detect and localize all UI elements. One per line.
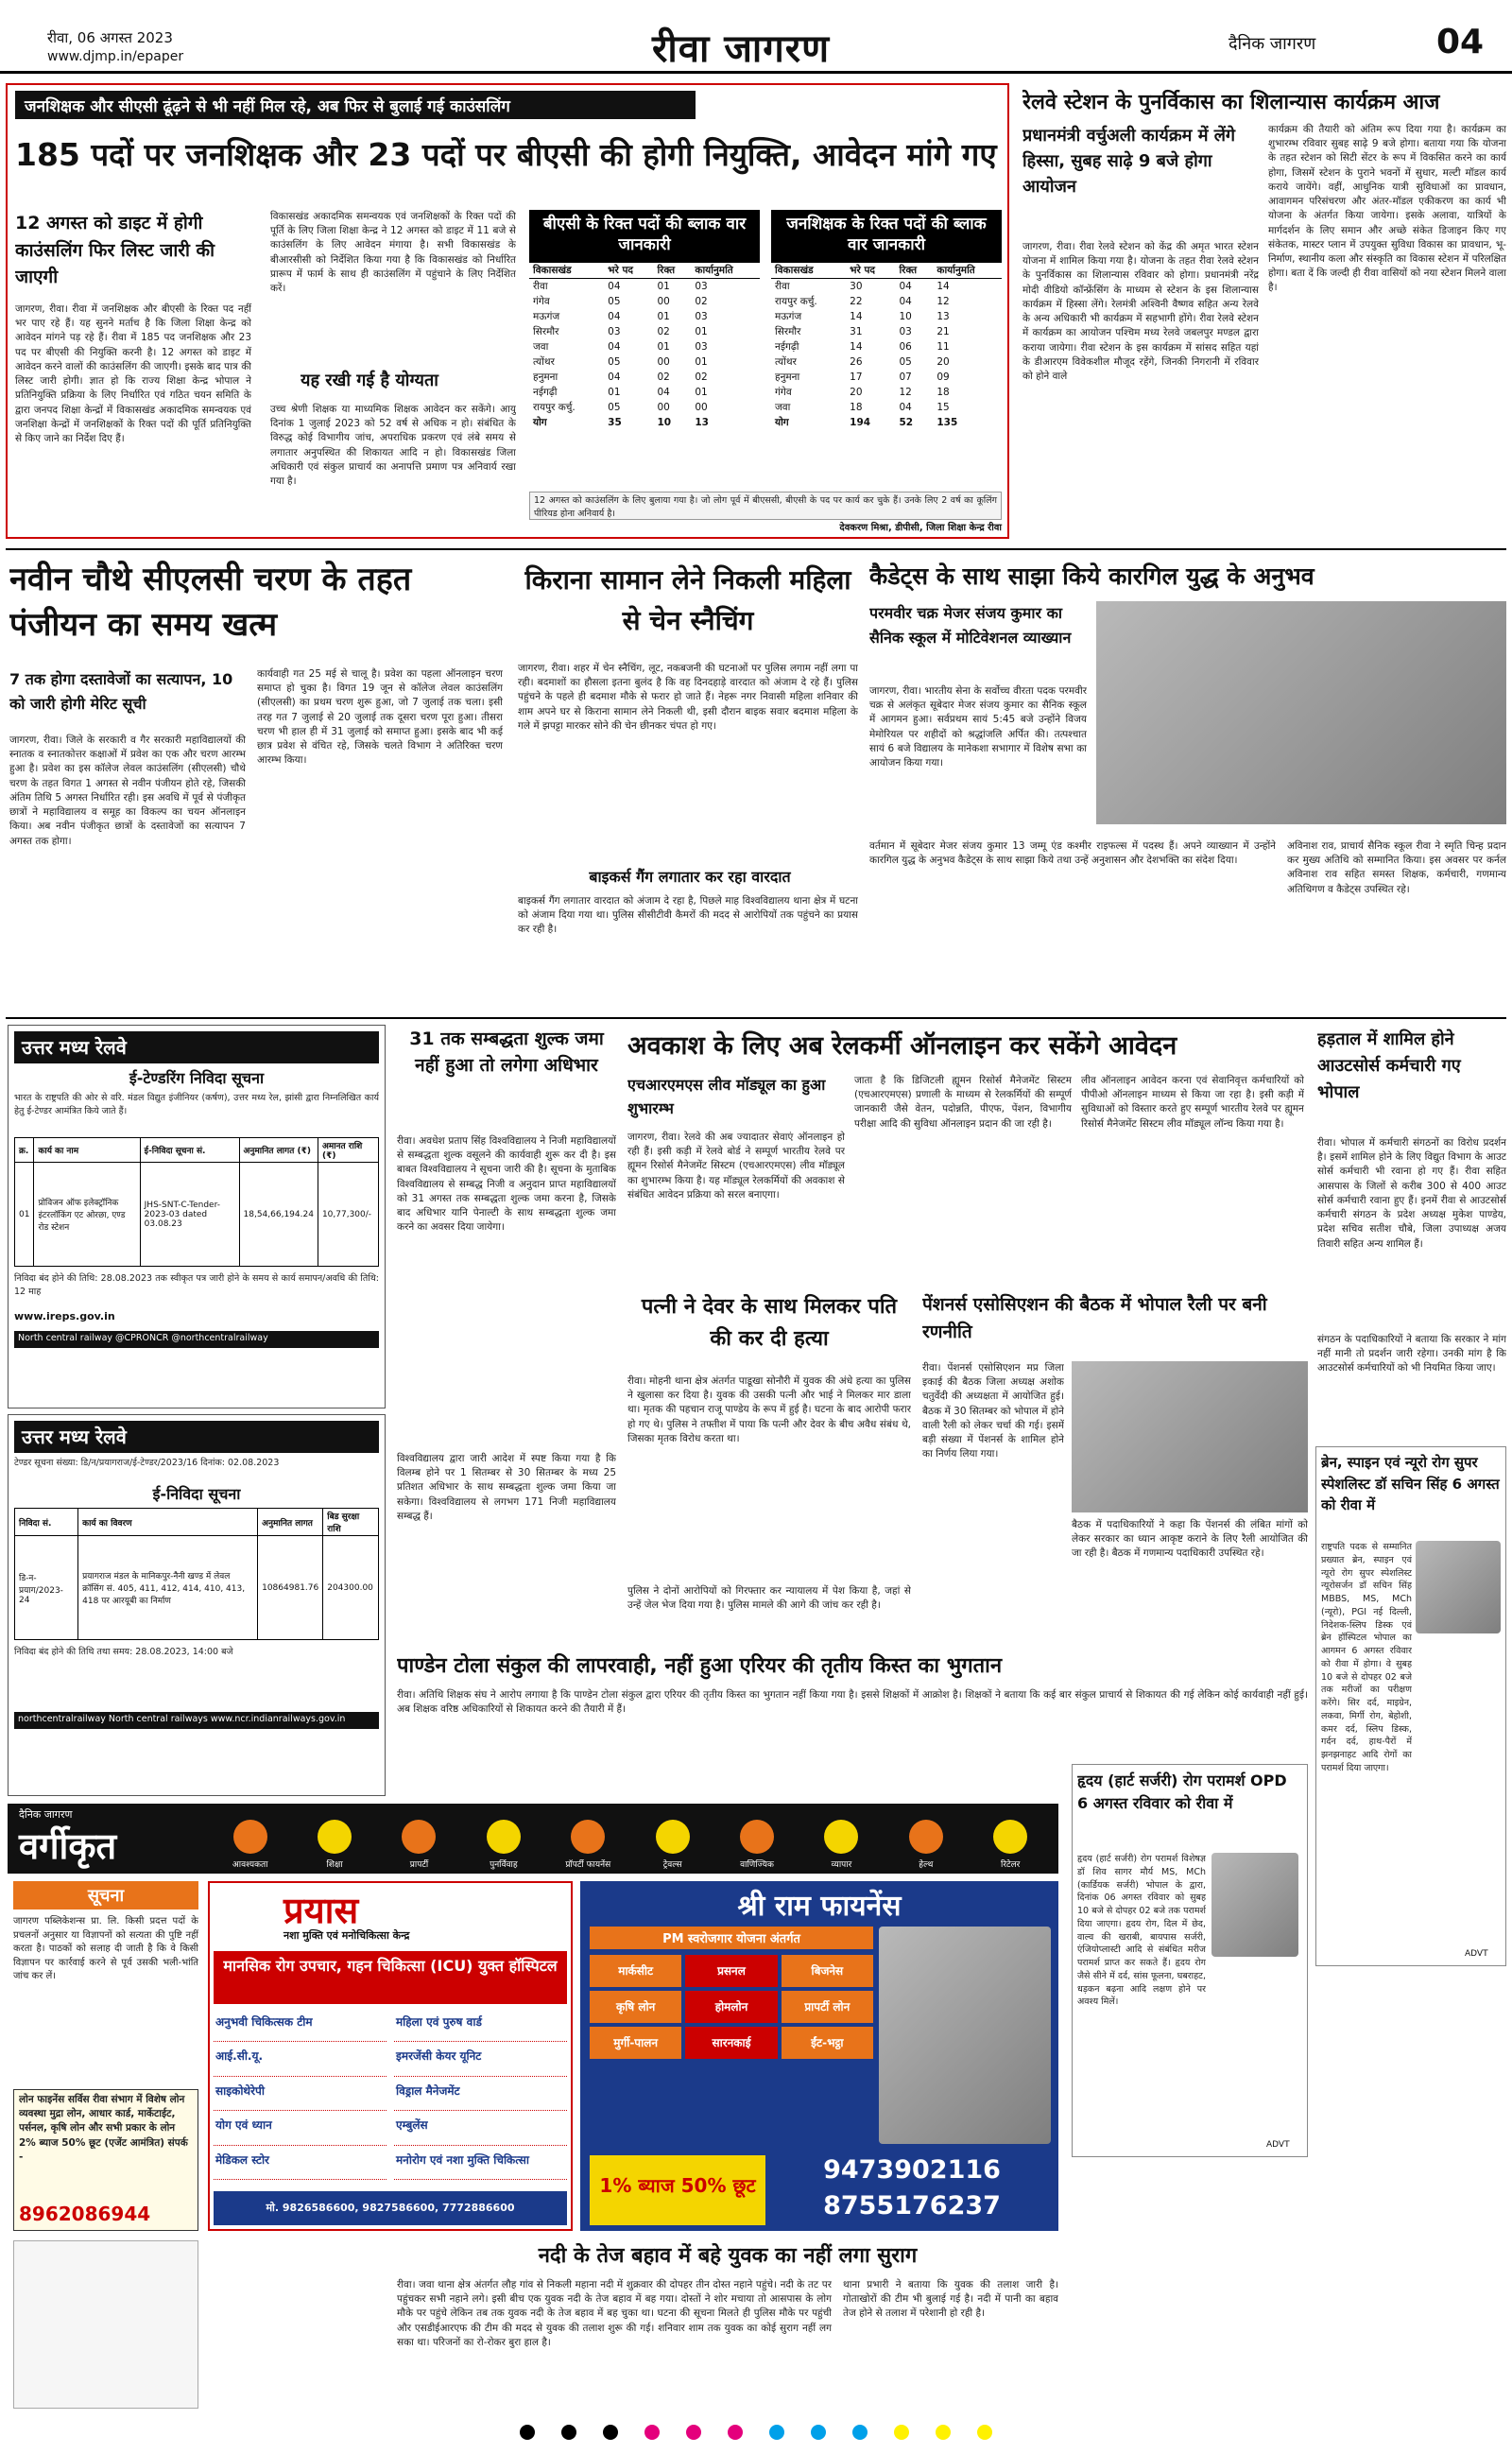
affiliation-fee-body-col1: रीवा। अवधेश प्रताप सिंह विश्वविद्यालय ने निजी महाविद्यालयों से सम्बद्धता शुल्क वसूलने की कार्यवाही शुरू कर दी है। इस बाबत विश्वविद्यालय ने सूचना जारी की है। सूचना के मुताबिक विश्वविद्यालय से सम्बद्ध निजी व अनुदान प्राप्त महाविद्यालयों को 31 अगस्त तक सम्बद्धता शुल्क जमा करना है, जिसके बाद अधिभार यानि पेनाल्टी के साथ सम्बद्धता शुल्क जमा करने का अवसर दिया जायेगा। xyxy=(397,1135,616,1234)
prayas-service-item: विड्राल मैनेजमेंट xyxy=(394,2079,567,2111)
table-cell: हनुमना xyxy=(533,372,558,383)
table-row xyxy=(529,339,760,354)
table-cell: 02 xyxy=(695,296,708,307)
heart-ad-headline: हृदय (हार्ट सर्जरी) रोग परामर्श OPD 6 अगस्त रविवार को रीवा में xyxy=(1077,1771,1287,1812)
table-cell: 17 xyxy=(850,372,863,383)
prayas-name: प्रयास xyxy=(284,1890,359,1931)
category-icon xyxy=(740,1820,774,1854)
tender-ad-intro: टेण्डर सूचना संख्या: डि/न/प्रयागराज/ई-टेण्डर/2023/16 दिनांक: 02.08.2023 xyxy=(14,1458,280,1468)
table-cell: 11 xyxy=(936,341,950,353)
table-cell: 05 xyxy=(608,356,621,368)
table-cell: प्रयागराज मंडल के मानिकपुर-नैनी खण्ड में लेवल क्रॉसिंग सं. 405, 411, 412, 414, 410, 413, 418 पर आरयूबी का निर्माण xyxy=(78,1536,258,1640)
table-cell: 03 xyxy=(899,326,912,337)
classifieds-brand: वर्गीकृत xyxy=(19,1825,117,1867)
table-cell: नईगढ़ी xyxy=(775,341,799,353)
table-cell: 20 xyxy=(850,387,863,398)
classified-category xyxy=(297,1820,372,1870)
table-cell: 01 xyxy=(657,341,670,353)
prayas-service-item: अनुभवी चिकित्सक टीम xyxy=(214,2010,387,2042)
category-label: व्यापार xyxy=(831,1860,852,1870)
classifieds-category-bar xyxy=(208,1809,1053,1870)
newspaper-name: दैनिक जागरण xyxy=(1228,34,1316,54)
finance-phone-2[interactable]: 8755176237 xyxy=(823,2191,1001,2221)
table-cell: 10,77,300/- xyxy=(318,1163,378,1267)
table-cell: 01 xyxy=(695,387,708,398)
classified-category xyxy=(803,1820,879,1870)
category-label: पुनर्विवाह xyxy=(490,1860,518,1870)
classified-category xyxy=(381,1820,456,1870)
bac-vacancy-table-box xyxy=(529,210,760,490)
table-row xyxy=(771,400,1002,415)
table-row xyxy=(771,279,1002,295)
outsource-headline: हड़ताल में शामिल होने आउटसोर्स कर्मचारी गए भोपाल xyxy=(1317,1029,1461,1102)
table-row xyxy=(529,400,760,415)
table-row xyxy=(771,294,1002,309)
river-body-col1: रीवा। जवा थाना क्षेत्र अंतर्गत लौह गांव से निकली महाना नदी में शुक्रवार की दोपहर तीन दोस्त नहाने पहुंचे। नदी के तट पर पहुंचकर सभी नहाने लगे। इसी बीच एक युवक नदी के तेज बहाव में बह गया। दोस्तों ने शोर मचाया तो आसपास के लोग मौके पर पहुंचे लेकिन तब तक युवक नदी के तेज बहाव में बह चुका था। घटना की सूचना मिलते ही पुलिस मौके पर पहुंची और एसडीईआरएफ की टीम की मदद से युवक की तलाश शुरू की गई। शनिवार शाम तक युवक का कोई सुराग नहीं लग सका था। परिजनों का रो-रोकर बुरा हाल है। xyxy=(397,2279,832,2348)
table-cell: 00 xyxy=(695,402,708,413)
table-cell: मऊगंज xyxy=(775,311,802,322)
table-cell: सिरमौर xyxy=(775,326,801,337)
js-vacancy-table-box xyxy=(771,210,1002,490)
table-row xyxy=(529,279,760,295)
prayas-service-list xyxy=(214,2010,567,2180)
cadets-group-photo xyxy=(1096,601,1506,824)
col-header: कार्यानुमति xyxy=(691,263,760,279)
category-icon xyxy=(909,1820,943,1854)
tender-ad-table xyxy=(14,1137,379,1267)
table-cell: जवा xyxy=(533,341,549,353)
classified-category xyxy=(635,1820,711,1870)
divider xyxy=(6,548,1506,550)
category-icon xyxy=(656,1820,690,1854)
heart-doctor-photo xyxy=(1211,1853,1298,1957)
col-header: भरे पद xyxy=(846,263,895,279)
registration-dot xyxy=(728,2425,743,2440)
prayas-service-item: एम्बुलेंस xyxy=(394,2113,567,2145)
masthead xyxy=(0,0,1512,74)
table-row xyxy=(529,294,760,309)
category-label: वाणिज्यिक xyxy=(740,1860,774,1870)
table-cell: 21 xyxy=(936,326,950,337)
cadets-body-col1: जागरण, रीवा। भारतीय सेना के सर्वोच्च वीरता पदक परमवीर चक्र से अलंकृत सूबेदार मेजर संजय कुमार का सैनिक स्कूल में आगमन हुआ। सर्वप्रथम सायं 5:45 बजे उन्होंने विजय मेमोरियल पर शहीदों को श्रद्धांजलि अर्पित की। तत्पश्चात सायं 6 बजे विद्यालय के मानेकशा सभागार में विशेष सभा का आयोजन किया गया। xyxy=(869,685,1087,769)
finance-subtitle: PM स्वरोजगार योजना अंतर्गत xyxy=(590,1927,873,1949)
arrears-body: रीवा। अतिथि शिक्षक संघ ने आरोप लगाया है कि पाण्डेन टोला संकुल द्वारा एरियर की तृतीय किस्त का भुगतान नहीं किया गया है। इससे शिक्षकों में आक्रोश है। शिक्षकों ने बताया कि कई बार संकुल प्राचार्य से शिकायत की गई लेकिन कोई कार्यवाही नहीं हुई। अब शिक्षक वरिष्ठ अधिकारियों से शिकायत करने की तैयारी में हैं। xyxy=(397,1689,1308,1716)
table-cell: 14 xyxy=(936,281,950,292)
finance-loan-types xyxy=(590,1955,873,2059)
pensioners-body: रीवा। पेंशनर्स एसोसिएशन मप्र जिला इकाई की बैठक जिला अध्यक्ष अशोक चतुर्वेदी की अध्यक्षता में आयोजित हुई। बैठक में 30 सितम्बर को भोपाल में होने वाली रैली को लेकर चर्चा की गई। इसमें बड़ी संख्या में पेंशनर्स के शामिल होने का निर्णय लिया गया। xyxy=(922,1362,1064,1460)
col-header: भरे पद xyxy=(604,263,653,279)
table-cell: 04 xyxy=(899,402,912,413)
table-cell: 04 xyxy=(657,387,670,398)
color-registration-strip xyxy=(0,2416,1512,2448)
prayas-service-item: इमरजेंसी केयर यूनिट xyxy=(394,2044,567,2076)
table-cell: डि-न-प्रयाग/2023-24 xyxy=(15,1536,78,1640)
category-icon xyxy=(233,1820,267,1854)
clc-body-col1: जागरण, रीवा। जिले के सरकारी व गैर सरकारी महाविद्यालयों की स्नातक व स्नातकोत्तर कक्षाओं में प्रवेश का एक और चरण आरम्भ हुआ है। प्रवेश का इस कॉलेज लेवल काउंसलिंग (सीएलसी) चौथे चरण के तहत विगत 1 अगस्त से नवीन पंजीयन होते रहे, जिसकी अंतिम तिथि 5 अगस्त निर्धारित रही। इस अवधि में पूर्व से पंजीकृत छात्रों ने महाविद्यालय व समूह का विकल्प का चयन ऑनलाइन किया। अब नवीन पंजीकृत छात्रों के दस्तावेजों का सत्यापन 7 अगस्त तक होगा। xyxy=(9,734,246,847)
table-cell: 18 xyxy=(936,387,950,398)
table-cell: 26 xyxy=(850,356,863,368)
table-cell: रायपुर कर्चु. xyxy=(533,402,576,413)
prayas-tagline: नशा मुक्ति एवं मनोचिकित्सा केन्द्र xyxy=(284,1929,410,1942)
murder-body2: पुलिस ने दोनों आरोपियों को गिरफ्तार कर न्यायालय में पेश किया है, जहां से उन्हें जेल भेज दिया गया है। पुलिस मामले की आगे की जांच कर रही है। xyxy=(627,1585,911,1612)
table-cell: 12 xyxy=(936,296,950,307)
table-cell: 02 xyxy=(657,326,670,337)
bac-table xyxy=(529,263,760,430)
col-header: अनुमानित लागत (₹) xyxy=(239,1138,318,1163)
affiliation-fee-body-col2: विश्वविद्यालय द्वारा जारी आदेश में स्पष्ट किया गया है कि विलम्ब होने पर 1 सितम्बर से 30 सितम्बर के मध्य 25 प्रतिशत अधिभार के साथ सम्बद्धता शुल्क जमा किया जा सकेगा। विश्वविद्यालय से लगभग 171 निजी महाविद्यालय सम्बद्ध हैं। xyxy=(397,1453,616,1522)
left-filler xyxy=(13,2240,198,2409)
epaper-url[interactable]: www.djmp.in/epaper xyxy=(47,49,184,64)
classifieds-brand-top: दैनिक जागरण xyxy=(19,1808,73,1821)
col-header: रिक्त xyxy=(895,263,933,279)
finance-model-photo xyxy=(879,1927,1051,2144)
pensioners-headline: पेंशनर्स एसोसिएशन की बैठक में भोपाल रैली पर बनी रणनीति xyxy=(922,1294,1267,1343)
table-cell: 02 xyxy=(695,372,708,383)
table-cell: 04 xyxy=(899,281,912,292)
category-label: आवश्यकता xyxy=(232,1860,268,1870)
cadets-subheadline: परमवीर चक्र मेजर संजय कुमार का सैनिक स्कूल में मोटिवेशनल व्याख्यान xyxy=(869,604,1072,647)
table-cell: 04 xyxy=(608,311,621,322)
tender-ad-footer: निविदा बंद होने की तिथि: 28.08.2023 तक स्वीकृत पत्र जारी होने के समय से कार्य समापन/अवधि की तिथि: 12 माह xyxy=(14,1273,379,1297)
prayas-service-item: योग एवं ध्यान xyxy=(214,2113,387,2145)
table-cell: मऊगंज xyxy=(533,311,560,322)
river-body-col2: थाना प्रभारी ने बताया कि युवक की तलाश जारी है। गोताखोरों की टीम भी बुलाई गई है। नदी में पानी का बहाव तेज होने से तलाश में परेशानी हो रही है। xyxy=(843,2279,1058,2320)
table-cell: 20 xyxy=(936,356,950,368)
railway-body-col2: कार्यक्रम की तैयारी को अंतिम रूप दिया गया है। कार्यक्रम का शुभारम्भ रविवार सुबह साढ़े 9 बजे होगा। बताया गया कि योजना के तहत स्टेशन को सिटी सेंटर के रूप में विकसित करने का कार्य होगा, जिसमें स्टेशन के पुराने भवनों में सुधार, मल्टी मॉडल कार्य कराये जायेंगे। वहीं, आधुनिक यात्री सुविधाओं का प्रावधान, आवागमन परिसंचरण और अंतर-मॉडल एकीकरण का कार्य भी योजना के अंतर्गत किया जायेगा। इसके अलावा, यात्रियों के मार्गदर्शन के लिए समान और अच्छे संकेत डिजाइन किए गए संकेतक, मास्टर प्लान में उपयुक्त सुविधा विकास का प्रावधान, भू-निर्माण, स्थानीय कला और संस्कृति का विकास स्टेशन में परिलक्षित होगा। बता दें कि जल्दी ही रीवा वासियों को नया स्टेशन मिलने वाला है। xyxy=(1268,124,1506,294)
table-row xyxy=(771,324,1002,339)
lead-subhead-eligibility: यह रखी गई है योग्यता xyxy=(301,371,438,390)
cadets-body-col3: अविनाश राव, प्राचार्य सैनिक स्कूल रीवा ने स्मृति चिन्ह प्रदान कर मुख्य अतिथि को सम्मानित किया। इस अवसर पर कर्नल अविनाश राव सहित समस्त शिक्षक, कर्मचारी, गणमान्य अतिथिगण व कैडेट्स उपस्थित रहे। xyxy=(1287,840,1506,895)
table-cell: 05 xyxy=(608,402,621,413)
railway-tender-ad-2 xyxy=(8,1414,386,1796)
chain-snatch-body2: बाइकर्स गैंग लगातार वारदात को अंजाम दे रहा है, पिछले माह विश्वविद्यालय थाना क्षेत्र में घटना को अंजाम दिया गया था। पुलिस सीसीटीवी कैमरों की मदद से आरोपियों तक पहुंचने का प्रयास कर रही है। xyxy=(518,895,858,936)
table-cell: 01 xyxy=(695,356,708,368)
tender-ad-table xyxy=(14,1508,379,1640)
finance-phone-1[interactable]: 9473902116 xyxy=(823,2155,1001,2185)
category-label: शिक्षा xyxy=(326,1860,343,1870)
table-cell: 13 xyxy=(695,417,709,428)
tender-ad-org: उत्तर मध्य रेलवे xyxy=(14,1421,379,1453)
railway-body-col1: जागरण, रीवा। रीवा रेलवे स्टेशन को केंद्र की अमृत भारत स्टेशन योजना में शामिल किया गया है। योजना के तहत रीवा रेलवे स्टेशन के पुनर्विकास का शिलान्यास रविवार को होगा। प्रधानमंत्री नरेंद्र मोदी वीडियो कॉन्फ्रेंसिंग के माध्यम से स्टेशन के इस शिलान्यास कार्यक्रम में हिस्सा लेंगे। रेलमंत्री अश्विनी वैष्णव सहित अन्य रेलवे के अन्य अधिकारी भी कार्यक्रम में सहभागी होंगे। रीवा रेलवे स्टेशन में कार्यक्रम का आयोजन पश्चिम मध्य रेलवे जबलपुर मण्डल द्वारा कराया जायेगा। रीवा स्टेशन के इस कार्यक्रम में सांसद सहित यहां के डीआरएम विवेकशील मौजूद रहेंगे, जिनकी निगरानी में रविवार को होने वाले xyxy=(1022,241,1259,382)
pensioners-body2: बैठक में पदाधिकारियों ने कहा कि पेंशनर्स की लंबित मांगों को लेकर सरकार का ध्यान आकृष्ट कराने के लिए रैली आयोजित की जा रही है। बैठक में गणमान्य पदाधिकारी उपस्थित रहे। xyxy=(1072,1519,1308,1560)
cadets-body-col2: वर्तमान में सूबेदार मेजर संजय कुमार 13 जम्मू एंड कश्मीर राइफल्स में पदस्थ हैं। अपने व्याख्यान में उन्होंने कारगिल युद्ध के अनुभव कैडेट्स के साथ साझा किये तथा उन्हें अनुशासन और देशभक्ति का संदेश दिया। xyxy=(869,840,1276,867)
loan-ad-text: लोन फाइनेंस सर्विस रीवा संभाग में विशेष लोन व्यवस्था मुद्रा लोन, आधार कार्ड, मार्केटाईट, पर्सनल, कृषि लोन और सभी प्रकार के लोन 2% ब्याज 50% छूट (एजेंट आमंत्रित) संपर्क - xyxy=(19,2094,188,2163)
registration-dot xyxy=(769,2425,784,2440)
table-row xyxy=(529,415,760,430)
category-label: हेल्थ xyxy=(919,1860,934,1870)
edition-date: रीवा, 06 अगस्त 2023 xyxy=(47,29,173,46)
table-row xyxy=(771,370,1002,385)
loan-type-badge: मुर्गी-पालन xyxy=(590,2027,681,2059)
table-cell: 03 xyxy=(608,326,621,337)
river-headline-box: नदी के तेज बहाव में बहे युवक का नहीं लगा सुराग xyxy=(538,2244,918,2268)
js-table-title: जनशिक्षक के रिक्त पदों की ब्लाक वार जानकारी xyxy=(771,210,1002,263)
col-header: कार्य का नाम xyxy=(34,1138,140,1163)
table-cell: 01 xyxy=(657,311,670,322)
registration-dot xyxy=(936,2425,951,2440)
murder-headline: पत्नी ने देवर के साथ मिलकर पति की कर दी हत्या xyxy=(641,1295,898,1352)
table-cell: 01 xyxy=(608,387,621,398)
category-icon xyxy=(993,1820,1027,1854)
table-cell: 09 xyxy=(936,372,950,383)
table-cell: गंगेव xyxy=(533,296,550,307)
railway-subheadline: प्रधानमंत्री वर्चुअली कार्यक्रम में लेंगे हिस्सा, सुबह साढ़े 9 बजे होगा आयोजन xyxy=(1022,126,1236,197)
table-cell: 18 xyxy=(850,402,863,413)
finance-rate: 1% ब्याज 50% छूट xyxy=(590,2155,765,2225)
table-cell: नईगढ़ी xyxy=(533,387,558,398)
table-cell: 03 xyxy=(695,341,708,353)
table-cell: 14 xyxy=(850,311,863,322)
registration-dot xyxy=(520,2425,535,2440)
table-cell: 04 xyxy=(608,372,621,383)
table-cell: 00 xyxy=(657,356,670,368)
table-cell: सिरमौर xyxy=(533,326,559,337)
table-cell: योग xyxy=(533,417,547,428)
table-cell: 18,54,66,194.24 xyxy=(239,1163,318,1267)
table-cell: 07 xyxy=(899,372,912,383)
hrms-body-col1: जागरण, रीवा। रेलवे की अब ज्यादातर सेवाएं ऑनलाइन हो रही हैं। इसी कड़ी में रेलवे बोर्ड ने सम्पूर्ण भारतीय रेलवे पर ह्यूमन रिसोर्स मैनेजमेंट सिस्टम (एचआरएमएस) लीव मॉड्यूल का शुभारम्भ किया है। यह मॉड्यूल रेलकर्मियों की अवकाश से संबंधित आवेदन प्रक्रिया को सरल बनाएगा। xyxy=(627,1132,845,1201)
category-label: प्रापर्टी xyxy=(409,1860,429,1870)
affiliation-fee-headline: 31 तक सम्बद्धता शुल्क जमा नहीं हुआ तो लगेगा अधिभार xyxy=(409,1028,604,1076)
table-cell: त्योंथर xyxy=(775,356,797,368)
hrms-subheadline: एचआरएमएस लीव मॉड्यूल का हुआ शुभारम्भ xyxy=(627,1076,826,1117)
table-cell: 03 xyxy=(695,281,708,292)
hrms-body-col2: जाता है कि डिजिटली ह्यूमन रिसोर्स मैनेजमेंट सिस्टम (एचआरएमएस) प्रणाली के माध्यम से रेलकर्मियों की सम्पूर्ण जानकारी जैसे वेतन, पदोन्नति, पीएफ, पेंशन, विभागीय परीक्षा आदि की सुविधा ऑनलाइन प्रदान की जा रही है। xyxy=(854,1075,1072,1130)
registration-dot xyxy=(894,2425,909,2440)
table-cell: 01 xyxy=(657,281,670,292)
divider xyxy=(6,1017,1506,1019)
table-row xyxy=(771,354,1002,370)
category-label: रिटेलर xyxy=(1001,1860,1021,1870)
loan-type-badge: प्रापर्टी लोन xyxy=(782,1991,873,2023)
railway-headline: रेलवे स्टेशन के पुनर्विकास का शिलान्यास कार्यक्रम आज xyxy=(1022,91,1440,114)
col-header: क्र. xyxy=(15,1138,34,1163)
table-cell: 05 xyxy=(608,296,621,307)
pensioners-meeting-photo xyxy=(1072,1361,1308,1512)
category-icon xyxy=(487,1820,521,1854)
table-row xyxy=(771,339,1002,354)
table-cell: 30 xyxy=(850,281,863,292)
classified-category xyxy=(213,1820,288,1870)
category-label: ट्रेवल्स xyxy=(662,1860,682,1870)
table-cell: 135 xyxy=(936,417,958,428)
col-header: अनुमानित लागत xyxy=(258,1509,323,1536)
category-icon xyxy=(402,1820,436,1854)
tender-ad-footer: निविदा बंद होने की तिथि तथा समय: 28.08.2023, 14:00 बजे xyxy=(14,1647,233,1657)
col-header: कार्य का विवरण xyxy=(78,1509,258,1536)
tender-ad-website[interactable]: www.ireps.gov.in xyxy=(14,1310,115,1322)
registration-dot xyxy=(811,2425,826,2440)
table-cell: 01 xyxy=(695,326,708,337)
bac-table-title: बीएसी के रिक्त पदों की ब्लाक वार जानकारी xyxy=(529,210,760,263)
table-row xyxy=(771,415,1002,430)
table-row xyxy=(529,324,760,339)
chain-snatch-body: जागरण, रीवा। शहर में चेन स्नैचिंग, लूट, नकबजनी की घटनाओं पर पुलिस लगाम नहीं लगा पा रही। बदमाशों का हौसला इतना बुलंद है कि वह दिनदहाड़े वारदात को अंजाम दे रहे हैं। पुलिस पहुंचने के पहले ही बदमाश मौके से फरार हो जाते हैं। नेहरू नगर निवासी महिला शनिवार की शाम अपने घर से किराना सामान लेने निकली थी, इसी दौरान बाइक सवार बदमाश महिला के गले में झपट्टा मारकर सोने की चेन छीनकर चंपत हो गए। xyxy=(518,663,858,732)
heart-ad-body: हृदय (हार्ट सर्जरी) रोग परामर्श विशेषज्ञ डॉ शिव सागर मौर्य MS, MCh (कार्डियक सर्जरी) भोपाल के द्वारा, दिनांक 06 अगस्त रविवार को सुबह 10 बजे से दोपहर 02 बजे तक परामर्श दिया जाएगा। हृदय रोग, दिल में छेद, वाल्व की खराबी, बायपास सर्जरी, एंजियोप्लास्टी आदि से संबंधित मरीज परामर्श प्राप्त कर सकते हैं। हृदय रोग जैसे सीने में दर्द, सांस फूलना, घबराहट, धड़कन बढ़ना आदि लक्षण होने पर अवश्य मिलें। xyxy=(1077,1854,1206,2008)
classified-category xyxy=(550,1820,626,1870)
table-cell: 13 xyxy=(936,311,950,322)
table-cell: 194 xyxy=(850,417,871,428)
table-cell: 00 xyxy=(657,296,670,307)
category-icon xyxy=(824,1820,858,1854)
table-cell: 204300.00 xyxy=(323,1536,379,1640)
finance-title: श्री राम फायनेंस xyxy=(737,1890,902,1923)
classified-category xyxy=(972,1820,1048,1870)
clc-headline: नवीन चौथे सीएलसी चरण के तहत पंजीयन का समय खत्म xyxy=(9,561,412,644)
loan-type-badge: कृषि लोन xyxy=(590,1991,681,2023)
table-cell: गंगेव xyxy=(775,387,792,398)
tender-ad-title: ई-टेण्डरिंग निविदा सूचना xyxy=(129,1069,265,1087)
loan-type-badge: ईंट-भट्ठा xyxy=(782,2027,873,2059)
neuro-ad-body: राष्ट्रपति पदक से सम्मानित प्रख्यात ब्रेन, स्पाइन एवं न्यूरो रोग सुपर स्पेशलिस्ट न्यूरोसर्जन डॉ सचिन सिंह MBBS, MS, MCh (न्यूरो), PGI नई दिल्ली, निदेशक-स्लिप डिस्क एवं ब्रेन हॉस्पिटल भोपाल का आगमन 6 अगस्त रविवार को रीवा में होगा। वे सुबह 10 बजे से दोपहर 02 बजे तक मरीजों का परीक्षण करेंगे। सिर दर्द, माइग्रेन, लकवा, मिर्गी रोग, बेहोशी, कमर दर्द, स्लिप डिस्क, गर्दन दर्द, हाथ-पैरों में झनझनाहट आदि रोगों का परामर्श दिया जाएगा। xyxy=(1321,1542,1412,1774)
table-cell: 10 xyxy=(899,311,912,322)
table-cell: 12 xyxy=(899,387,912,398)
loan-phone[interactable]: 8962086944 xyxy=(19,2203,151,2225)
table-cell: 10864981.76 xyxy=(258,1536,323,1640)
page-title: रीवा जागरण xyxy=(652,27,831,71)
table-cell: 14 xyxy=(850,341,863,353)
col-header: विकासखंड xyxy=(771,263,846,279)
table-cell: रीवा xyxy=(775,281,790,292)
table-cell: रीवा xyxy=(533,281,548,292)
table-cell: 35 xyxy=(608,417,622,428)
classified-category xyxy=(466,1820,541,1870)
tender-ad-social: northcentralrailway North central railways www.ncr.indianrailways.gov.in xyxy=(14,1712,379,1729)
outsource-body-col2: संगठन के पदाधिकारियों ने बताया कि सरकार ने मांग नहीं मानी तो प्रदर्शन जारी रहेगा। उनकी मांग है कि आउटसोर्स कर्मचारियों को भी नियमित किया जाए। xyxy=(1317,1334,1506,1374)
notice-body: जागरण पब्लिकेशन्स प्रा. लि. किसी प्रदत्त पदों के प्रचलनों अनुसार या विज्ञापनों को सत्यता की पुष्टि नहीं करता है। पाठकों को सलाह दी जाती है कि वे किसी विज्ञापन पर कार्रवाई करने से पूर्व उसकी भली-भांति जांच कर लें। xyxy=(13,1916,198,1981)
table-row xyxy=(771,309,1002,324)
table-cell: जवा xyxy=(775,402,791,413)
table-row xyxy=(529,370,760,385)
table-cell: 06 xyxy=(899,341,912,353)
page-number: 04 xyxy=(1436,23,1485,61)
advt-label: ADVT xyxy=(1266,2140,1290,2150)
lead-subheadline: 12 अगस्त को डाइट में होगी काउंसलिंग फिर लिस्ट जारी की जाएगी xyxy=(15,213,215,287)
prayas-service-item: मेडिकल स्टोर xyxy=(214,2148,387,2180)
table-row xyxy=(771,385,1002,400)
neuro-ad-headline: ब्रेन, स्पाइन एवं न्यूरो रोग सुपर स्पेशलिस्ट डॉ सचिन सिंह 6 अगस्त को रीवा में xyxy=(1321,1454,1500,1513)
notice-title: सूचना xyxy=(13,1881,198,1910)
tender-ad-org: उत्तर मध्य रेलवे xyxy=(14,1031,379,1063)
col-header: रिक्त xyxy=(653,263,691,279)
lead-body-col3: उच्च श्रेणी शिक्षक या माध्यमिक शिक्षक आवेदन कर सकेंगे। आयु दिनांक 1 जुलाई 2023 को 52 वर्ष से अधिक न हो। संबंधित के विरुद्ध कोई विभागीय जांच, अपराधिक प्रकरण एवं लंबे समय से लगातार अनुपस्थित की शिकायत आदि न हो। विकासखंड जिला अधिकारी एवं संकुल प्राचार्य का अनापत्ति प्रमाण पत्र अनिवार्य रखा गया है। xyxy=(270,404,516,488)
col-header: ई-निविदा सूचना सं. xyxy=(140,1138,239,1163)
table-cell: 04 xyxy=(899,296,912,307)
table-cell: 03 xyxy=(695,311,708,322)
table-cell: 15 xyxy=(936,402,950,413)
classified-category xyxy=(719,1820,795,1870)
category-icon xyxy=(318,1820,352,1854)
registration-dot xyxy=(644,2425,660,2440)
table-cell: योग xyxy=(775,417,789,428)
cadets-headline: कैडेट्स के साथ साझा किये कारगिल युद्ध के अनुभव xyxy=(869,562,1314,590)
chain-snatch-subhead: बाइकर्स गैंग लगातार कर रहा वारदात xyxy=(589,868,791,886)
table-cell: JHS-SNT-C-Tender-2023-03 dated 03.08.23 xyxy=(140,1163,239,1267)
classified-category xyxy=(888,1820,964,1870)
table-row xyxy=(529,309,760,324)
lead-headline: 185 पदों पर जनशिक्षक और 23 पदों पर बीएसी की होगी नियुक्ति, आवेदन मांगे गए xyxy=(15,136,997,173)
registration-dot xyxy=(561,2425,576,2440)
loan-type-badge: मार्कसीट xyxy=(590,1955,681,1987)
table-cell: 00 xyxy=(657,402,670,413)
table-cell: प्रोविजन ऑफ इलेक्ट्रॉनिक इंटरलॉकिंग एट ओरछा, एण्ड रोड स्टेशन xyxy=(34,1163,140,1267)
registration-dot xyxy=(686,2425,701,2440)
col-header: निविदा सं. xyxy=(15,1509,78,1536)
tender-ad-title: ई-निविदा सूचना xyxy=(152,1485,241,1503)
table-cell: 22 xyxy=(850,296,863,307)
advt-label: ADVT xyxy=(1465,1949,1488,1959)
registration-dot xyxy=(852,2425,868,2440)
col-header: बिड सुरक्षा राशि xyxy=(323,1509,379,1536)
railway-tender-ad-1 xyxy=(8,1025,386,1408)
clc-subheadline: 7 तक होगा दस्तावेजों का सत्यापन, 10 को जारी होगी मेरिट सूची xyxy=(9,670,233,713)
clc-body-col2: कार्यवाही गत 25 मई से चालू है। प्रवेश का पहला ऑनलाइन चरण समाप्त हो चुका है। विगत 19 जून से कॉलेज लेवल काउंसलिंग (सीएलसी) का प्रथम चरण शुरू हुआ, जो 7 जुलाई तक चला। इसी तरह गत 7 जुलाई से 20 जुलाई तक दूसरा चरण पूरा हुआ। तीसरा चरण भी हाल ही में 31 जुलाई को समाप्त हुआ। इसके बाद भी कई छात्र प्रवेश से वंचित रहे, जिसके चलते विभाग ने अतिरिक्त चरण आरम्भ किया। xyxy=(257,668,503,767)
js-table xyxy=(771,263,1002,430)
loan-type-badge: होमलोन xyxy=(685,1991,777,2023)
prayas-phone[interactable]: मो. 9826586600, 9827586600, 7772886600 xyxy=(214,2191,567,2225)
table-cell: 02 xyxy=(657,372,670,383)
table-cell: 31 xyxy=(850,326,863,337)
category-label: प्रॉपर्टी फायनेंस xyxy=(565,1860,611,1870)
table-row xyxy=(529,354,760,370)
table-cell: 05 xyxy=(899,356,912,368)
lead-byline: देवकरण मिश्रा, डीपीसी, जिला शिक्षा केन्द्र रीवा xyxy=(839,523,1002,533)
tender-ad-intro: भारत के राष्ट्रपति की ओर से वरि. मंडल विद्युत इंजीनियर (कर्षण), उत्तर मध्य रेल, झांसी द्वारा निम्नलिखित कार्य हेतु ई-टेण्डर आमंत्रित किये जाते हैं। xyxy=(14,1093,379,1116)
col-header: अमानत राशि (₹) xyxy=(318,1138,378,1163)
loan-type-badge: प्रसनल xyxy=(685,1955,777,1987)
outsource-body-col1: रीवा। भोपाल में कर्मचारी संगठनों का विरोध प्रदर्शन है। इसमें शामिल होने के लिए विद्युत विभाग के आउट सोर्स कर्मचारी भी रवाना हो गए हैं। रीवा सहित आसपास के जिलों से करीब 300 से 400 आउट सोर्स कर्मचारी रवाना हुए हैं। इनमें रीवा से आउटसोर्स कर्मचारी संगठन के प्रदेश अध्यक्ष मुकेश पाण्डेय, प्रदेश सचिव सतीश चौबे, जिला उपाध्यक्ष अजय तिवारी सहित अन्य शामिल हैं। xyxy=(1317,1137,1506,1250)
table-cell: त्योंथर xyxy=(533,356,555,368)
arrears-headline: पाण्डेन टोला संकुल की लापरवाही, नहीं हुआ एरियर की तृतीय किस्त का भुगतान xyxy=(397,1654,1003,1678)
lead-body-col2: विकासखंड अकादमिक समन्वयक एवं जनशिक्षकों के रिक्त पदों की पूर्ति के लिए जिला शिक्षा केन्द्र ने 12 अगस्त को डाइट में 11 बजे से काउंसलिंग के लिए आवेदन मंगाया है। सभी विकासखंड के बीआरसीसी को निर्देशित किया गया है कि विकासखंड को निर्धारित प्रारूप में फार्म के साथ ही काउंसलिंग में पहुंचाने के लिए निर्देशित करें। xyxy=(270,211,516,295)
prayas-service-item: आई.सी.यू. xyxy=(214,2044,387,2076)
lead-kicker: जनशिक्षक और सीएसी ढूंढ़ने से भी नहीं मिल रहे, अब फिर से बुलाई गई काउंसलिंग xyxy=(15,91,696,119)
lead-note: 12 अगस्त को काउंसलिंग के लिए बुलाया गया है। जो लोग पूर्व में बीएससी, बीएसी के पद पर कार्य कर चुके हैं। उनके लिए 2 वर्ष का कूलिंग पीरियड होना अनिवार्य है। xyxy=(529,492,1002,520)
loan-type-badge: सारनकाई xyxy=(685,2027,777,2059)
table-cell: 10 xyxy=(657,417,672,428)
loan-type-badge: बिजनेस xyxy=(782,1955,873,1987)
prayas-service-item: साइकोथेरेपी xyxy=(214,2079,387,2111)
category-icon xyxy=(571,1820,605,1854)
prayas-headline: मानसिक रोग उपचार, गहन चिकित्सा (ICU) युक्त हॉस्पिटल xyxy=(214,1951,567,2004)
table-row xyxy=(529,385,760,400)
tender-ad-social: North central railway @CPRONCR @northcentralrailway xyxy=(14,1331,379,1348)
doctor-photo xyxy=(1416,1541,1501,1633)
table-cell: 04 xyxy=(608,281,621,292)
table-cell: 52 xyxy=(899,417,914,428)
prayas-service-item: महिला एवं पुरुष वार्ड xyxy=(394,2010,567,2042)
col-header: कार्यानुमति xyxy=(933,263,1002,279)
table-cell: हनुमना xyxy=(775,372,800,383)
registration-dot xyxy=(603,2425,618,2440)
prayas-service-item: मनोरोग एवं नशा मुक्ति चिकित्सा xyxy=(394,2148,567,2180)
col-header: विकासखंड xyxy=(529,263,604,279)
table-cell: 04 xyxy=(608,341,621,353)
hrms-body-col3: लीव ऑनलाइन आवेदन करना एवं सेवानिवृत्त कर्मचारियों को पीपीओ ऑनलाइन माध्यम से किया जा रहा है। इसी कड़ी में सुविधाओं को विस्तार करते हुए सम्पूर्ण भारतीय रेलवे पर ह्यूमन रिसोर्स मैनेजमेंट सिस्टम लीव मॉड्यूल लॉन्च किया गया है। xyxy=(1081,1075,1304,1130)
table-cell: 01 xyxy=(15,1163,34,1267)
lead-body-col1: जागरण, रीवा। रीवा में जनशिक्षक और बीएसी के रिक्त पद नहीं भर पाए रहे हैं। यह सुनने मर्ताच है कि जिला शिक्षा केन्द्र को आवेदन मांगने पड़ रहे हैं। रीवा में 185 पद जनशिक्षक और 23 पद पर बीएसी की नियुक्ति करनी है। 12 अगस्त को डाइट में आवेदन करने वालों की काउंसलिंग की जाएगी। इसके बाद पात्र की लिस्ट जारी होगी। ज्ञात हो कि राज्य शिक्षा केन्द्र भोपाल ने प्रतिनियुक्ति प्रक्रिया के लिए निर्धारित एवं गठित चयन समिति के द्वारा जनपद शिक्षा केन्द्रों में विकासखंड अकादमिक समन्वयक एवं जनशिक्षा केन्द्रों में जनशिक्षकों के रिक्त पदों की पूर्ति प्रतिनियुक्ति से किए जाने का निर्देश दिए हैं। xyxy=(15,303,251,444)
hrms-headline: अवकाश के लिए अब रेलकर्मी ऑनलाइन कर सकेंगे आवेदन xyxy=(627,1031,1177,1061)
murder-body: रीवा। मोहनी थाना क्षेत्र अंतर्गत पाडूखा सोनौरी में युवक की अंधे हत्या का पुलिस ने खुलासा कर दिया है। युवक की उसकी पत्नी और भाई ने मिलकर मार डाला था। मृतक की पहचान राजू पाण्डेय के रूप में हुई है। घटना के बाद आरोपी फरार हो गए थे। पुलिस ने तफ्तीश में पाया कि पत्नी और देवर के बीच अवैध संबंध थे, जिसका मृतक विरोध करता था। xyxy=(627,1375,911,1444)
chain-snatch-headline: किराना सामान लेने निकली महिला से चेन स्नैचिंग xyxy=(524,564,851,637)
table-cell: रायपुर कर्चु. xyxy=(775,296,817,307)
registration-dot xyxy=(977,2425,992,2440)
